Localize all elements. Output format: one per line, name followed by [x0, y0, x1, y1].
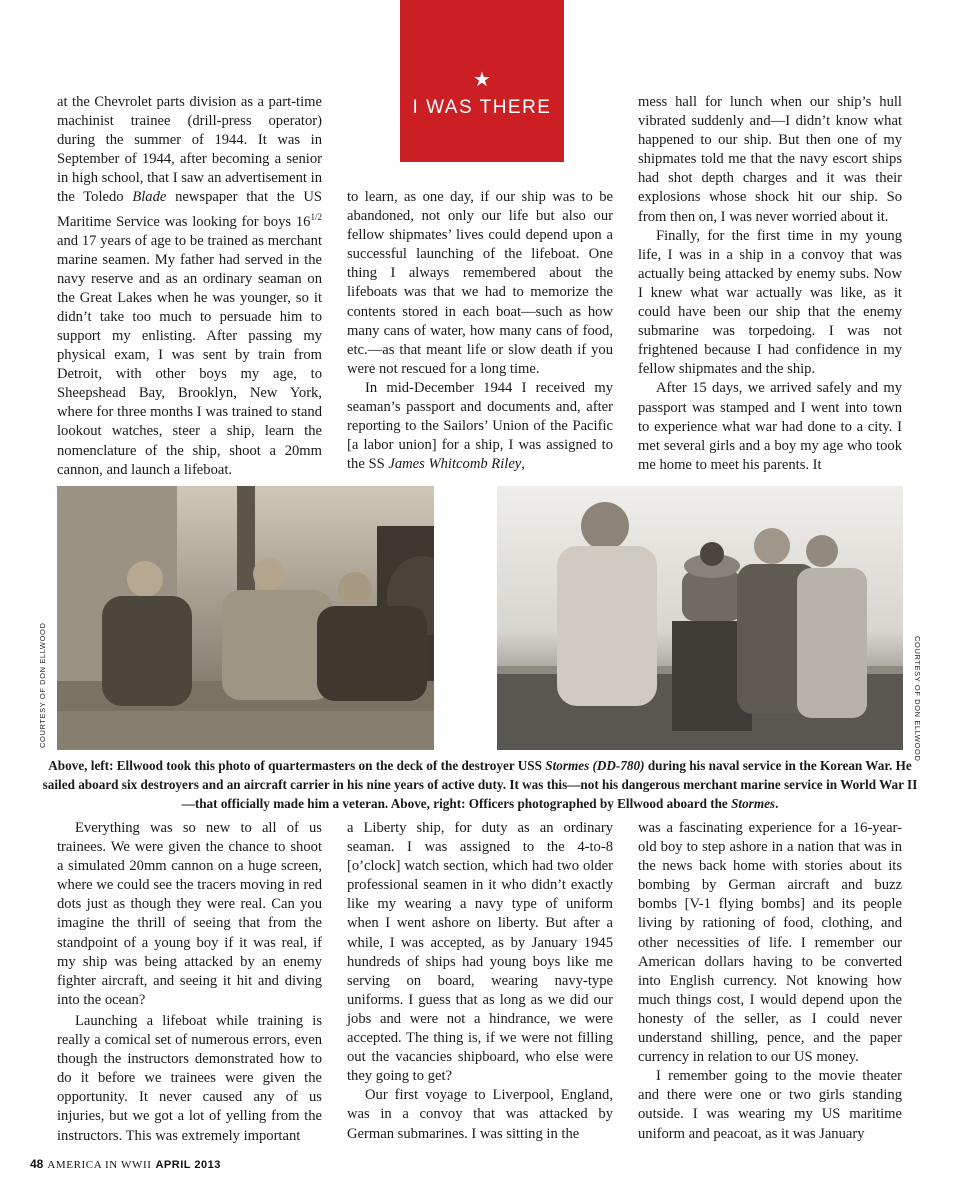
photo-credit-left: COURTESY OF DON ELLWOOD	[38, 622, 47, 748]
magazine-name: AMERICA IN WWII	[47, 1159, 152, 1171]
page-footer	[30, 1157, 221, 1171]
paragraph: After 15 days, we arrived safely and my passport was stamped and I went into town to experience what war had done to a city. I met several girls and a boy my age who took me home to meet his parents. It	[638, 380, 902, 473]
ship-name: James Whitcomb Riley	[388, 456, 522, 473]
section-banner	[400, 0, 564, 162]
issue-date: APRIL 2013	[155, 1159, 221, 1171]
bottom-column-2	[347, 819, 613, 1144]
fraction: 1/2	[310, 211, 322, 222]
paragraph: was a fascinating experience for a 16-year-old boy to step ashore in a nation that was in the news back home with stories about its bombing by German aircraft and buzz bombs [V-1 flying bombs] and its people living by rationing of food, clothing, and other necessities of life. I remember our American dollars having to be converted into English currency. Not knowing how much things cost, I would depend upon the honesty of the seller, as I could never understand shilling, pence, and the paper currency in relation to our US money.	[638, 820, 902, 1066]
paragraph: Everything was so new to all of us trainees. We were given the chance to shoot a simulated 20mm cannon on a huge screen, where we could see the tracers moving in red dots just as though they were real. Can you imagine the thrill of seeing that from the standpoint of a young boy if it was real, if my ship was being attacked by an enemy fighter aircraft, and seeing it hit and diving into the ocean?	[57, 820, 322, 1008]
photo-caption: Above, left: Ellwood took this photo of quartermasters on the deck of the destroyer USS Stormes (DD-780) during his naval service in the Korean War. He sailed aboard six destroyers and an aircraft carrier in his nine years of active duty. It was this—not his dangerous merchant marine service in World War II—that officially made him a veteran. Above, right: Officers photographed by Ellwood aboard the Stormes.	[42, 758, 918, 811]
paragraph: at the Chevrolet parts division as a part-time machinist trainee (drill-press operator) during the summer of 1944. It was in September of 1944, after becoming a senior in high school, that I saw an advertisement in the Toledo Blade newspaper that the US Maritime Service was looking for boys $16^{1/2}$ and 17 years of age to be trained as merchant marine seamen. My father had served in the navy reserve and as an ordinary seaman on the Great Lakes when he was younger, so it didn’t take too much to persuade him to support my enlisting. After passing my physical exam, I was sent by train from Detroit, with other boys my age, to Sheepshead Bay, Brooklyn, New York, where for three months I was trained to stand lookout watches, steer a ship, learn the nomenclature of the ship, shoot a 20mm cannon, and launch a lifeboat.	[57, 94, 322, 478]
paragraph: to learn, as one day, if our ship was to be abandoned, not only our life but also our fellow shipmates’ lives could depend upon a successful launching of the lifeboat. One thing I always remembered about the lifeboats was that we had to memorize the contents stored in each boat—such as how many cans of water, how many cans of food, etc.—as that meant life or slow death if you were not rescued for a long time.	[347, 189, 613, 377]
paragraph: Our first voyage to Liverpool, England, was in a convoy that was attacked by German submarines. I was sitting in the	[347, 1087, 613, 1142]
top-column-1	[57, 93, 322, 480]
paragraph: In mid-December 1944 I received my seaman’s passport and documents and, after reporting to the Sailors’ Union of the Pacific [a labor union] for a ship, I was assigned to the SS James Whitcomb Riley,	[347, 379, 613, 473]
page-number: 48	[30, 1157, 44, 1171]
paragraph: a Liberty ship, for duty as an ordinary seaman. I was assigned to the 4-to-8 [o’clock] watch section, which had two older professional seamen in it who didn’t exactly like my wearing a navy type of uniform when I went ashore on liberty. But after a while, I was accepted, as by January 1945 hundreds of ships had young boys like me serving on board, wearing navy-type uniforms. I guess that as long as we did our jobs and were not a hindrance, we were accepted. The thing is, if we were not filling out the vacancies shipboard, who else were they going to get?	[347, 820, 613, 1085]
section-title: I WAS THERE	[412, 97, 552, 118]
bottom-column-1	[57, 819, 322, 1146]
paragraph: Finally, for the first time in my young life, I was in a ship in a convoy that was actually being attacked by enemy subs. Now I knew what war actually was like, as it could have been our ship that the enemy submarine was torpedoing. I was not frightened because I had confidence in my fellow shipmates and the ship.	[638, 227, 902, 378]
photo-credit-right: COURTESY OF DON ELLWOOD	[913, 636, 922, 762]
paragraph: mess hall for lunch when our ship’s hull vibrated suddenly and—I didn’t know what happened to our ship. But then one of my shipmates told me that the navy escort ships had shot depth charges and it was their explosions whose shock hit our ship. So from then on, I was never worried about it.	[638, 94, 902, 225]
star-icon: ★	[473, 69, 491, 91]
bottom-column-3	[638, 819, 902, 1144]
paragraph: Launching a lifeboat while training is really a comical set of numerous errors, even though the instructors demonstrated how to do it before we trainees were given the opportunity. It never caused any of us injuries, but we got a lot of yelling from the instructors. This was extremely important	[57, 1012, 322, 1144]
photo-quartermasters	[57, 486, 434, 750]
paragraph: I remember going to the movie theater and there were one or two girls standing outside. I was wearing my US maritime uniform and peacoat, as it was January	[638, 1068, 902, 1142]
top-column-2	[347, 188, 613, 474]
top-column-3	[638, 93, 902, 475]
photo-officers	[497, 486, 903, 750]
